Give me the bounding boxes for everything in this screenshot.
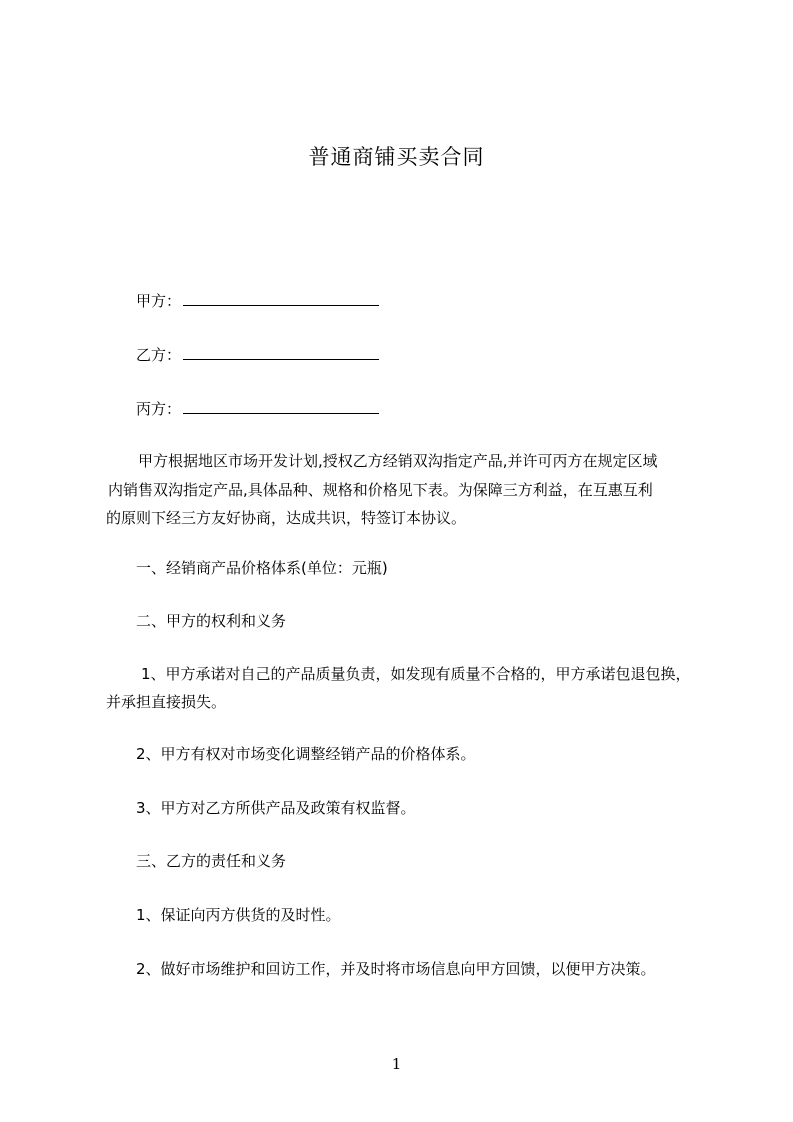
party-b-line [136,344,379,365]
party-b-blank [183,344,379,360]
section-2-item-2: 2、甲方有权对市场变化调整经销产品的价格体系。 [136,745,476,763]
section-3-item-2: 2、做好市场维护和回访工作，并及时将市场信息向甲方回馈，以便甲方决策。 [136,960,656,978]
party-a-label: 甲方： [136,292,182,310]
section-2-item-1-line-1: 1、甲方承诺对自己的产品质量负责，如发现有质量不合格的，甲方承诺包退包换， [141,665,691,683]
party-a-blank [183,290,379,306]
party-c-line [136,398,379,419]
section-2-heading: 二、甲方的权利和义务 [136,612,287,630]
party-a-line [136,290,379,311]
party-b-label: 乙方： [136,346,182,364]
section-2-item-3: 3、甲方对乙方所供产品及政策有权监督。 [136,799,416,817]
party-c-label: 丙方： [136,400,182,418]
intro-line-3: 的原则下经三方友好协商，达成共识，特签订本协议。 [106,509,467,527]
intro-line-2: 内销售双沟指定产品,具体品种、规格和价格见下表。为保障三方利益，在互惠互利 [108,481,653,499]
section-2-item-1-line-2: 并承担直接损失。 [106,693,227,711]
intro-line-1: 甲方根据地区市场开发计划,授权乙方经销双沟指定产品,并许可丙方在规定区域 [138,452,658,470]
section-1-heading: 一、经销商产品价格体系(单位：元瓶) [136,559,388,577]
document-title: 普通商铺买卖合同 [308,145,485,169]
party-c-blank [183,398,379,414]
section-3-item-1: 1、保证向丙方供货的及时性。 [136,906,341,924]
page-number: 1 [391,1055,402,1073]
section-3-heading: 三、乙方的责任和义务 [136,852,287,870]
